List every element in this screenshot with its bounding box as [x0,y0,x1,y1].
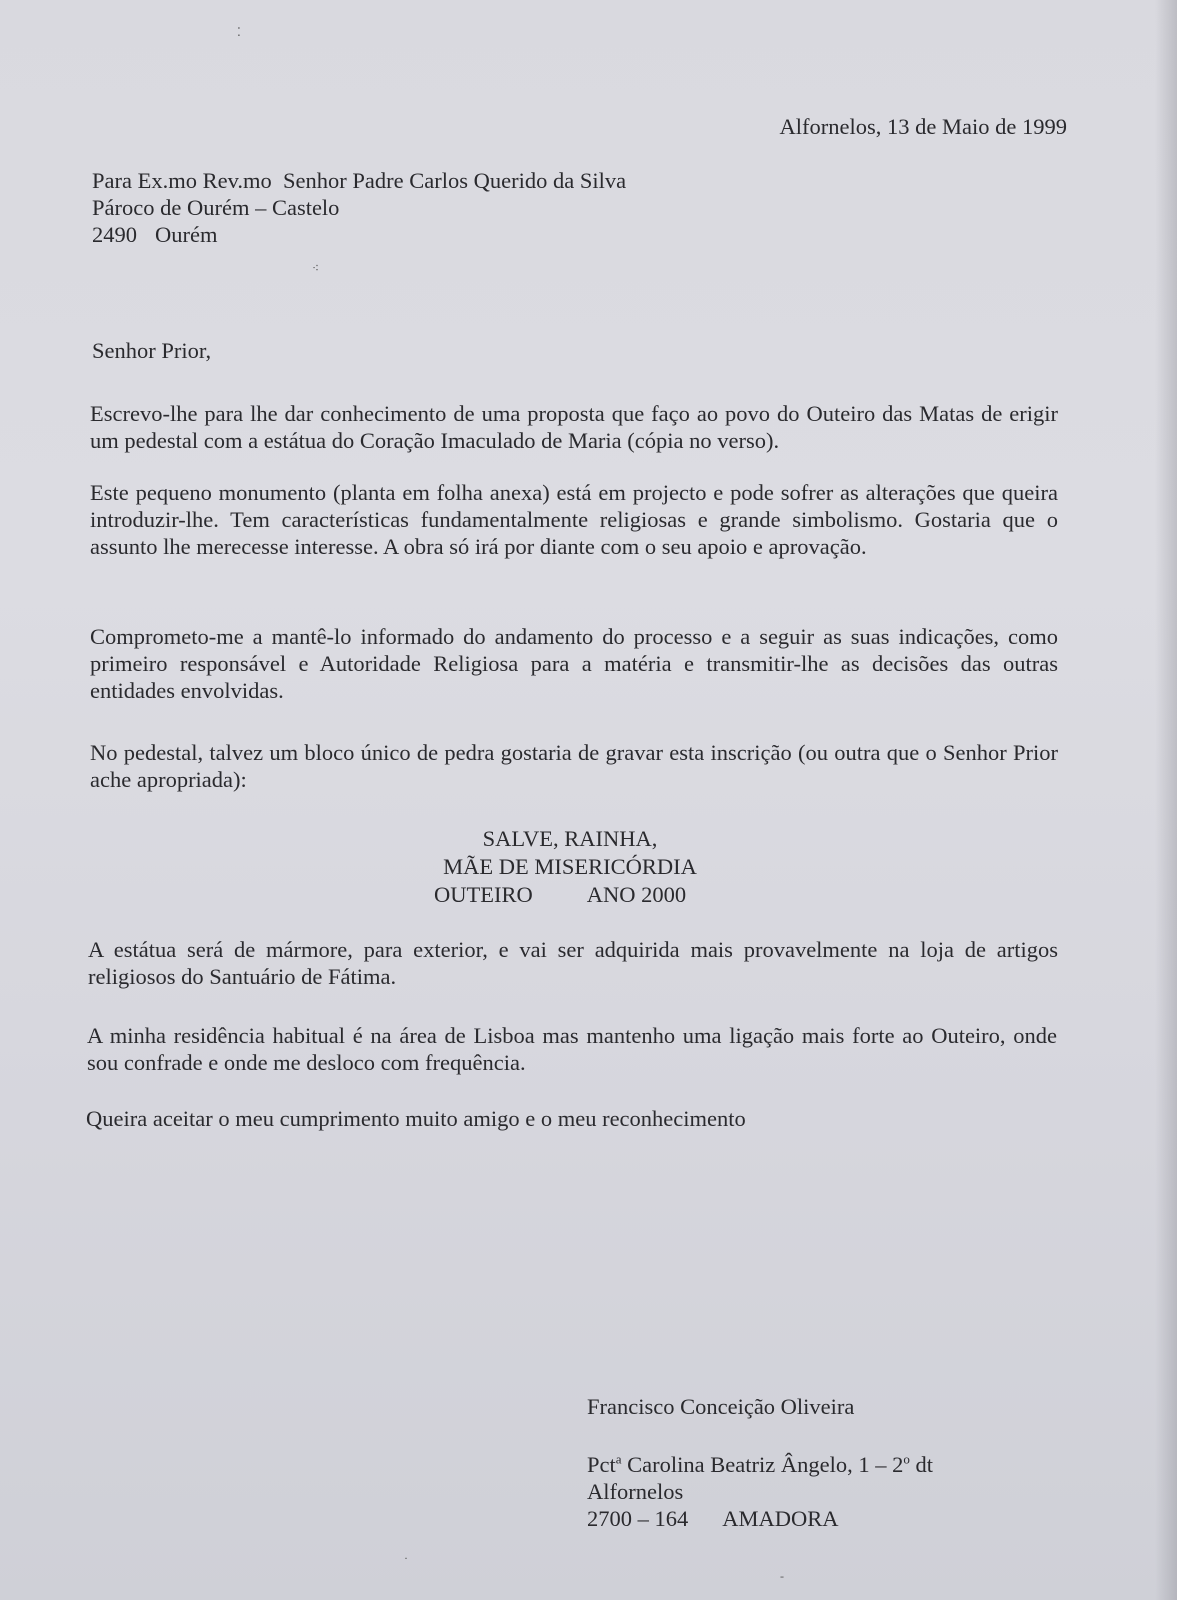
sender-locality: Alfornelos [587,1479,684,1504]
sender-city: AMADORA [722,1506,839,1531]
paragraph-4: No pedestal, talvez um bloco único de pedra gostaria de gravar esta inscrição (ou outra que o Senhor Prior ache apropriada): [90,740,1058,792]
paper-speck: ⁖ [312,261,320,275]
sender-name-text: Francisco Conceição Oliveira [587,1394,855,1419]
paragraph-6: A minha residência habitual é na área de Lisboa mas mantenho uma ligação mais forte ao Outeiro, onde sou confrade e onde me desloco com frequência. [87,1023,1057,1075]
sender-street-prefix: Pct [587,1452,616,1477]
paragraph-3: Comprometo-me a mantê-lo informado do andamento do processo e a seguir as suas indicações, como primeiro responsável e Autoridade Religiosa para a matéria e transmitir-lhe as decisões das outras entidades envolvidas. [90,624,1058,703]
sender-street-suffix: dt [909,1452,933,1477]
sender-street-prefix-sup: a [615,1451,622,1467]
paragraph-5: A estátua será de mármore, para exterior, e vai ser adquirida mais provavelmente na loja de artigos religiosos do Santuário de Fátima. [88,937,1058,989]
recipient-address [92,167,626,248]
salutation: Senhor Prior, [92,338,212,363]
recipient-postal-code: 2490 [92,222,137,247]
recipient-city: Ourém [155,222,218,247]
letter-date: Alfornelos, 13 de Maio de 1999 [779,114,1067,139]
paper-speck: ‐ [780,1569,784,1583]
inscription-line-1: SALVE, RAINHA, [482,826,658,851]
recipient-title: Para Ex.mo Rev.mo [92,168,272,193]
inscription-year: ANO 2000 [586,882,687,907]
inscription-line-3 [410,881,730,909]
sender-address [587,1451,933,1532]
paragraph-2: Este pequeno monumento (planta em folha anexa) está em projecto e pode sofrer as alterações que queira introduzir-lhe. Tem características fundamentalmente religiosas e grande simbolismo. Gostaria que o assunto lhe merecesse interesse. A obra só irá por diante com o seu apoio e aprovação. [90,480,1058,559]
inscription-line-2: MÃE DE MISERICÓRDIA [443,854,697,879]
recipient-line-2: Pároco de Ourém – Castelo [92,195,340,220]
paragraph-1: Escrevo-lhe para lhe dar conhecimento de uma proposta que faço ao povo do Outeiro das Matas de erigir um pedestal com a estátua do Coração Imaculado de Maria (cópia no verso). [90,401,1058,453]
recipient-line-3 [92,221,626,248]
paper-fold-shadow [1155,0,1177,1600]
sender-floor-sup: o [903,1451,910,1467]
sender-street-main: Carolina Beatriz Ângelo, 1 – 2 [621,1452,904,1477]
inscription-block [410,825,730,909]
inscription-place: OUTEIRO [434,882,533,907]
sender-street [587,1451,933,1478]
sender-postal-code: 2700 – 164 [587,1506,689,1531]
recipient-name: Senhor Padre Carlos Querido da Silva [283,168,627,193]
recipient-line-1 [92,167,626,194]
paper-speck: · [404,1551,408,1565]
sender-postal-line [587,1505,933,1532]
closing-line: Queira aceitar o meu cumprimento muito amigo e o meu reconhecimento [86,1106,746,1131]
sender-name [587,1393,854,1420]
paper-speck: ⁚ [237,25,241,39]
